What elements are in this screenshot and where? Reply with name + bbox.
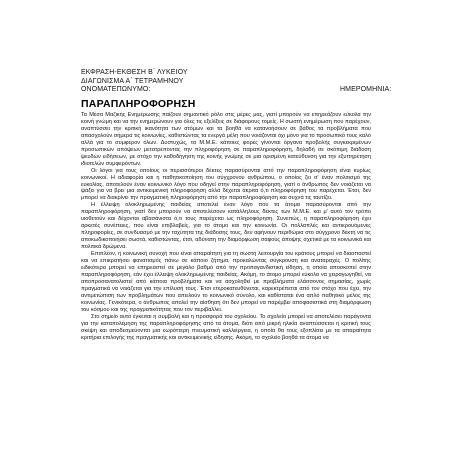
date-label: ΗΜΕΡΟΜΗΝΙΑ: xyxy=(340,86,392,93)
exam-header xyxy=(81,69,392,95)
paragraph: Η έλλειψη ολοκληρωμένης παιδείας αποτελεί έναν λόγο που τα άτομα παρασύρονται από την παραπληροφόρηση, γιατί δεν μπορούν να αποτελέσουν κατάλληλους δέκτες των Μ.Μ.Ε. και μ' αυτό τον τρόπο υιοθετούν και δέχονται αβασάνιστα ό,τι τους παρέχεται ως πληροφόρηση. Συνεπώς, η παραπληροφόρηση έχει αρκετές συνέπειες, που είναι επιβλαβείς, για το άτομο και την κοινωνία. Οι πολλαπλές και αντικρουόμενες πληροφορίες, σε συνδυασμό με την ταχύτητα της διάδοσης τους, δεν αφήνουν περιθώρια στο σύγχρονο δέκτη να τις αποκωδικοποιήσει σωστά, καθιστώντας, έτσι, αδύνατη την διαμόρφωση σαφούς άποψης σχετικά με τα κοινωνικά και πολιτικά δρώμενα. xyxy=(81,202,371,251)
paragraph: Τα Μέσα Μαζικής Ενημέρωσης παίζουν σημαντικό ρόλο στις μέρες μας, γιατί μπορούν να επηρεάζουν εύκολα την κοινή γνώμη και να την ενημερώνουν για όλες τις εξελίξεις σε διάφορους τομείς. Η σωστή ενημέρωση που παρέχουν, αναπτύσσει την κριτική ικανότητα των ατόμων και τα βοηθά να κατανοήσουν σε βάθος τα προβλήματα που απασχολούν σήμερα τις κοινωνίες, καθιστώντας τα ενεργά μέλη που νοιάζονται όχι μόνο για το προσωπικό τους καλό αλλά για το συμφέρον όλων. Δυστυχώς, τα Μ.Μ.Ε. κάποιες φορές γίνονται όργανα προβολής συγκεκριμένων προσωπικών απόψεων μετατρέποντας την πληροφόρηση σε παραπληροφόρηση, δηλαδή σε σκόπιμη διάδοση ψευδών ειδήσεων, με στόχο την καθοδήγηση της κοινής γνώμης σε μια ορισμένη κατεύθυνση για την εξυπηρέτηση ιδιοτελών συμφερόντων. xyxy=(81,112,371,167)
course-title: ΕΚΦΡΑΣΗ-ΕΚΘΕΣΗ Β΄ ΛΥΚΕΙΟΥ xyxy=(81,69,188,76)
name-label: ΟΝΟΜΑΤΕΠΩΝΥΜΟ: xyxy=(81,86,151,93)
paragraph: Στο σημείο αυτό έγκειται η συμβολή και η προσφορά του σχολείου. Το σχολείο μπορεί να αποτελέσει παράγοντα για την καταπολέμηση της παραπληροφόρησης από τα άτομα, διότι από μικρή ηλικία αναπτύσσεται η κριτική τους σκέψη και αποδεσμεύονται μια εωρόττερη πνευματική καλλιέργεια, η οποία θα τους εξοπλίσει με τα απαραίτητα κριτήρια επιλογής της πραγματικής και αντικειμενικής είδησης. Ακόμη, το σχολείο βοηθά τα άτομα να xyxy=(81,313,371,341)
paragraph: Επιπλέον, η κοινωνική συνοχή που είναι απαραίτητη για τη σωστή λειτουργία του κράτους μπορεί να διασπαστεί και να επικρατήσει φανατισμός πάνω σε κάποιο ζήτημα, προκαλώντας σύγκρουση και αναταραχές. Ο πολίτης ειδικότερα μπορεί να επηρεαστεί σε μεγάλο βαθμό από την προπαγανδιστική είδηση, η οποία αποσκοπεί στην παραπληροφόρηση, εάν έχει έλλειψη ολοκληρωμένης παιδείας. Ακόμη, το άτομο μπορεί εύκολα να χειραγωγηθεί, να αποπροσανατολιστεί από κάποια προβλήματα και να ασχοληθεί με προβλήματα ελάσσονος σημασίας, χωρίς πραγματικά να νοιάζεται για την επίλυσή τους. Έτσι ετεροκατευθύνεται, καρεκτρέπεται από τον στόχο που έχει, την αντιμετώπιση των προβλημάτων που απειλούν το κοινωνικό σύνολο, και καθίσταται ένα απλό παθητικό μέλος της κοινωνίας. Γενικότερα, ο άνθρωπος απολεί την αίσθηση ότι δεν μπορεί να παρέμβει αποφασιστικά στη διαμόρφωση του κόσμου και της πραγματικότητας που τον περιβάλλει. xyxy=(81,251,371,313)
paragraph: Οι λόγοι για τους οποίους οι περισσότεροι δέκτες παρασύρονται από την παραπληροφόρηση είναι κυρίως κοινωνικοί. Η αδιαφορία και η παθητικοποίηση του σύγχρονου ανθρώπου, ο οποίος ζει σ' έναν πολιτισμό της ευκολίας, αποτελούν έναν κοινωνικό λόγο που οδηγεί στην παραπληροφόρηση, γιατί ο άνθρωπος δεν νοιάζεται να ψάξει για να βρει μια αντικειμενική πληροφόρηση αλλά δέχεται άκριτα ό,τι πληροφόρηση του παρέχεται. Έτσι, δεν μπορεί να διακρίνει την πραγματική πληροφόρηση από την παραπληροφόρηση και συχνά τις ταυτίζει. xyxy=(81,167,371,202)
document-title: ΠΑΡΑΠΛΗΡΟΦΟΡΗΣΗ xyxy=(81,98,196,110)
document-body xyxy=(81,112,371,341)
exam-title: ΔΙΑΓΩΝΙΣΜΑ Α΄ ΤΕΤΡΑΜΗΝΟΥ xyxy=(81,77,184,85)
